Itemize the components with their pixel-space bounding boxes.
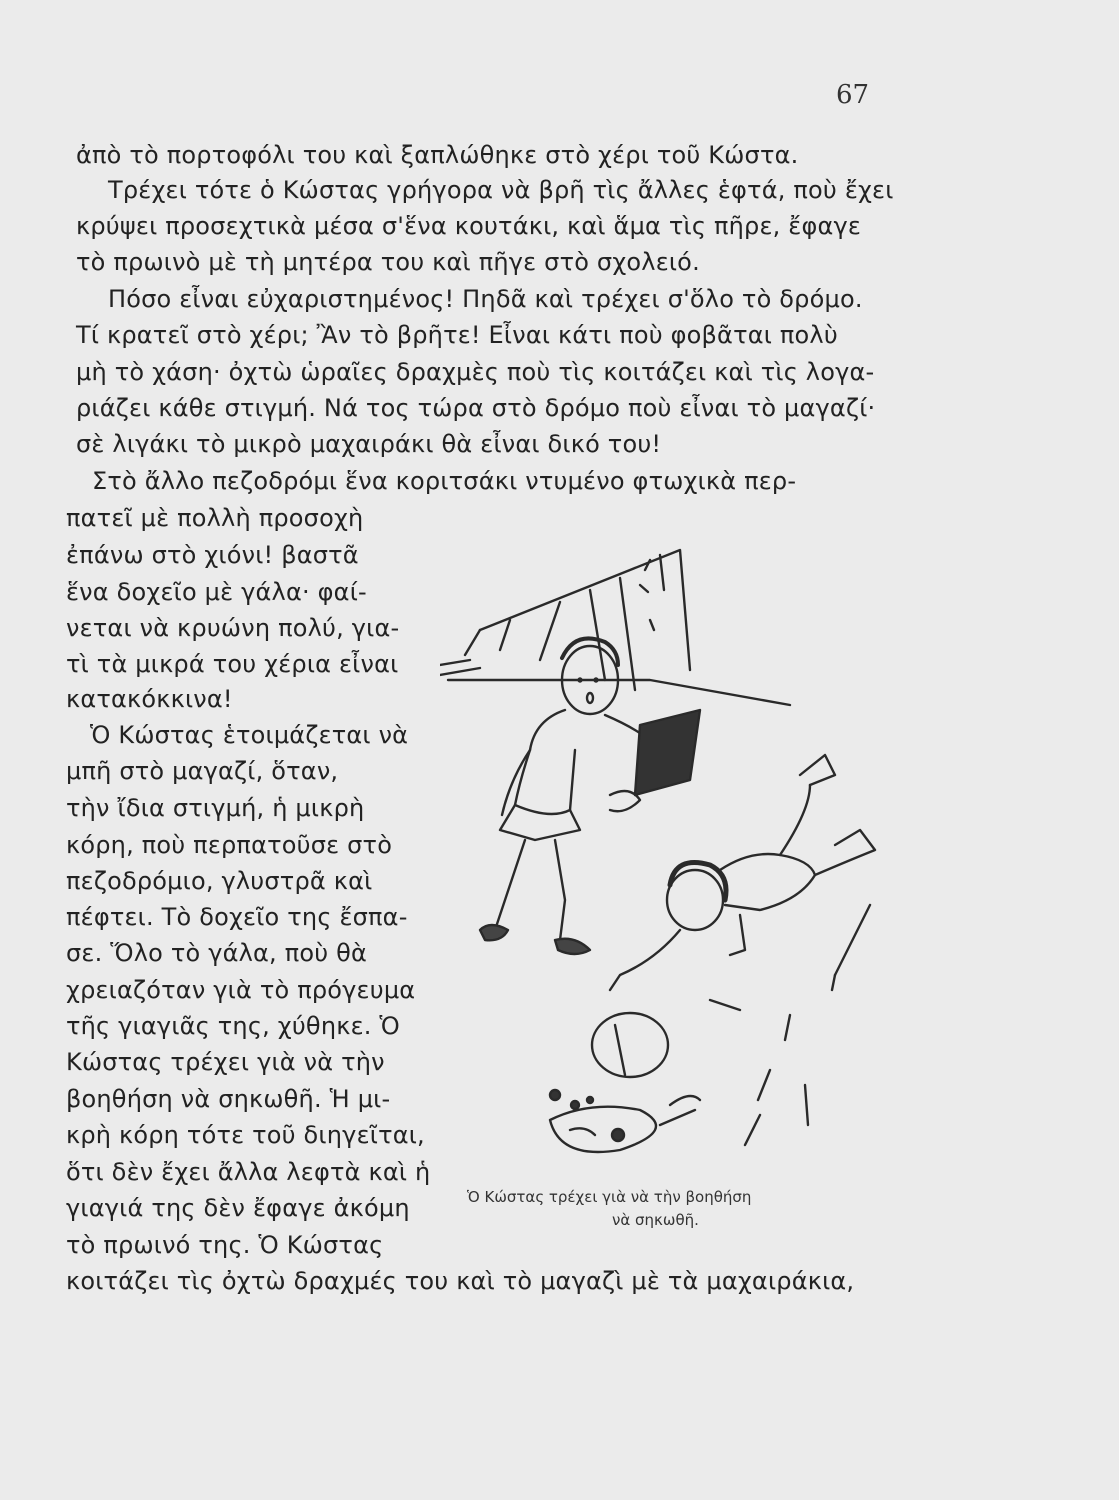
text-line: τῆς γιαγιᾶς της, χύθηκε. Ὁ <box>66 1012 400 1040</box>
text-line: μπῆ στὸ μαγαζί, ὅταν, <box>66 757 339 785</box>
text-line: τὴν ἴδια στιγμή, ἡ μικρὴ <box>66 794 365 822</box>
text-line: ὅτι δὲν ἔχει ἄλλα λεφτὰ καὶ ἡ <box>66 1158 431 1186</box>
text-line: σε. Ὅλο τὸ γάλα, ποὺ θὰ <box>66 939 368 967</box>
text-line: τὸ πρωινό της. Ὁ Κώστας <box>66 1231 384 1259</box>
page-number: 67 <box>836 80 870 110</box>
text-line: πέφτει. Τὸ δοχεῖο της ἔσπα- <box>66 903 408 931</box>
text-line: Ὁ Κώστας ἑτοιμάζεται νὰ <box>90 721 409 749</box>
text-line: Τρέχει τότε ὁ Κώστας γρήγορα νὰ βρῆ τὶς ἄλλες ἑφτά, ποὺ ἔχει <box>108 176 894 204</box>
text-line: τὸ πρωινὸ μὲ τὴ μητέρα του καὶ πῆγε στὸ σχολειό. <box>76 248 700 276</box>
text-line: ἕνα δοχεῖο μὲ γάλα· φαί- <box>66 578 367 606</box>
text-line: κατακόκκινα! <box>66 685 233 713</box>
text-line: πεζοδρόμιο, γλυστρᾶ καὶ <box>66 867 373 895</box>
text-line: μὴ τὸ χάση· ὀχτὼ ὡραῖες δραχμὲς ποὺ τὶς κοιτάζει καὶ τὶς λογα- <box>76 358 875 386</box>
text-line: χρειαζόταν γιὰ τὸ πρόγευμα <box>66 976 416 1004</box>
illustration-caption: νὰ σηκωθῆ. <box>612 1211 699 1229</box>
text-line: Κώστας τρέχει γιὰ νὰ τὴν <box>66 1048 385 1076</box>
text-line: ριάζει κάθε στιγμή. Νά τος τώρα στὸ δρόμο ποὺ εἶναι τὸ μαγαζί· <box>76 394 876 422</box>
text-line: νεται νὰ κρυώνη πολύ, για- <box>66 614 400 642</box>
text-line: τὶ τὰ μικρά του χέρια εἶναι <box>66 650 399 678</box>
text-line: Πόσο εἶναι εὐχαριστημένος! Πηδᾶ καὶ τρέχει σ'ὅλο τὸ δρόμο. <box>108 285 863 313</box>
text-line: γιαγιά της δὲν ἔφαγε ἀκόμη <box>66 1194 410 1222</box>
text-line: κρὴ κόρη τότε τοῦ διηγεῖται, <box>66 1121 425 1149</box>
text-line: Στὸ ἄλλο πεζοδρόμι ἕνα κοριτσάκι ντυμένο φτωχικὰ περ- <box>92 467 797 495</box>
text-line: κόρη, ποὺ περπατοῦσε στὸ <box>66 831 393 859</box>
text-line: Τί κρατεῖ στὸ χέρι; Ἂν τὸ βρῆτε! Εἶναι κάτι ποὺ φοβᾶται πολὺ <box>76 321 838 349</box>
illustration-boy-helping-girl <box>440 530 890 1190</box>
text-line: βοηθήση νὰ σηκωθῆ. Ἡ μι- <box>66 1085 391 1113</box>
text-line: σὲ λιγάκι τὸ μικρὸ μαχαιράκι θὰ εἶναι δικό του! <box>76 430 662 458</box>
text-line: ἐπάνω στὸ χιόνι! βαστᾶ <box>66 541 359 569</box>
illustration-caption: Ὁ Κώστας τρέχει γιὰ νὰ τὴν βοηθήση <box>467 1188 752 1206</box>
text-line: ἀπὸ τὸ πορτοφόλι του καὶ ξαπλώθηκε στὸ χέρι τοῦ Κώστα. <box>76 141 799 169</box>
text-line: κρύψει προσεχτικὰ μέσα σ'ἕνα κουτάκι, καὶ ἅμα τὶς πῆρε, ἔφαγε <box>76 212 862 240</box>
text-line: κοιτάζει τὶς ὀχτὼ δραχμές του καὶ τὸ μαγαζὶ μὲ τὰ μαχαιράκια, <box>66 1267 855 1295</box>
text-line: πατεῖ μὲ πολλὴ προσοχὴ <box>66 504 364 532</box>
